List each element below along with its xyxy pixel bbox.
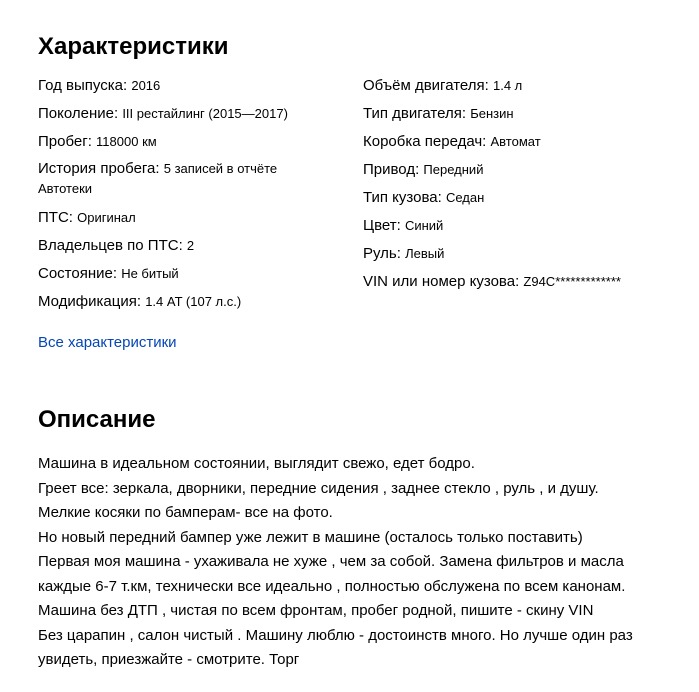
spec-year <box>38 75 338 97</box>
spec-label: Цвет: <box>363 217 401 234</box>
description-heading: Описание <box>38 406 156 433</box>
specs-right-column <box>363 75 683 299</box>
spec-value: Оригинал <box>77 210 136 225</box>
spec-label: Модификация: <box>38 293 142 310</box>
spec-label: ПТС: <box>38 209 73 226</box>
description-line: Греет все: зеркала, дворники, передние сидения , заднее стекло , руль , и душу. <box>38 479 599 497</box>
spec-steering <box>363 243 683 265</box>
spec-label: Состояние: <box>38 265 118 282</box>
spec-drive <box>363 159 683 181</box>
spec-value: Левый <box>405 246 445 261</box>
spec-owners <box>38 235 338 257</box>
description-line: Первая моя машина - ухаживала не хуже , чем за собой. Замена фильтров и масла <box>38 553 624 570</box>
description-text <box>38 452 688 673</box>
description-line: Машина в идеальном состоянии, выглядит свежо, едет бодро. <box>38 455 475 472</box>
spec-engine-type <box>363 103 683 125</box>
description-line: Но новый передний бампер уже лежит в машине (осталось только поставить) <box>38 528 583 546</box>
spec-body-type <box>363 187 683 209</box>
spec-label: Тип кузова: <box>363 189 442 206</box>
spec-color <box>363 215 683 237</box>
spec-transmission <box>363 131 683 153</box>
description-line: каждые 6-7 т.км, технически все идеально , полностью обслужена по всем канонам. <box>38 577 626 595</box>
spec-label: Год выпуска: <box>38 77 128 94</box>
spec-value: 2 <box>186 238 195 253</box>
spec-value: Седан <box>445 190 485 205</box>
spec-label: Объём двигателя: <box>363 77 489 94</box>
spec-label: Руль: <box>363 245 401 262</box>
spec-label: Тип двигателя: <box>363 105 467 122</box>
description-line: Машина без ДТП , чистая по всем фронтам, пробег родной, пишите - скину VIN <box>38 602 594 619</box>
description-line: увидеть, приезжайте - смотрите. Торг <box>38 651 300 668</box>
spec-mileage <box>38 131 338 153</box>
spec-modification <box>38 291 338 313</box>
spec-label: VIN или номер кузова: <box>363 273 520 290</box>
all-specs-link[interactable]: Все характеристики <box>38 334 177 351</box>
spec-value: Автомат <box>490 134 541 149</box>
spec-value: Передний <box>423 162 484 177</box>
spec-engine-volume <box>363 75 683 97</box>
spec-value: 118000 км <box>96 134 157 149</box>
spec-label: История пробега: <box>38 160 160 177</box>
spec-value: 5 записей в отчёте <box>163 161 278 176</box>
spec-value: III рестайлинг (2015—2017) <box>122 106 288 121</box>
spec-value: Синий <box>404 218 444 233</box>
spec-label: Поколение: <box>38 105 119 122</box>
spec-label: Владельцев по ПТС: <box>38 237 183 254</box>
spec-label: Коробка передач: <box>363 133 487 150</box>
spec-value: 1.4 AT (107 л.с.) <box>145 294 242 309</box>
spec-label: Пробег: <box>38 133 92 150</box>
specs-left-column <box>38 75 338 319</box>
spec-value: Z94C************* <box>523 274 621 289</box>
spec-generation <box>38 103 338 125</box>
spec-value: 1.4 л <box>492 78 523 93</box>
description-line: Без царапин , салон чистый . Машину люблю - достоинств много. Но лучше один раз <box>38 626 633 644</box>
spec-value: Не битый <box>121 266 179 281</box>
spec-value-line2: Автотеки <box>38 181 93 196</box>
spec-value: 2016 <box>131 78 161 93</box>
spec-value: Бензин <box>470 106 514 121</box>
spec-condition <box>38 263 338 285</box>
specs-heading: Характеристики <box>38 33 229 60</box>
spec-vin <box>363 271 683 293</box>
spec-mileage-history <box>38 159 338 199</box>
spec-pts <box>38 207 338 229</box>
spec-label: Привод: <box>363 161 420 178</box>
description-line: Мелкие косяки по бамперам- все на фото. <box>38 504 333 521</box>
